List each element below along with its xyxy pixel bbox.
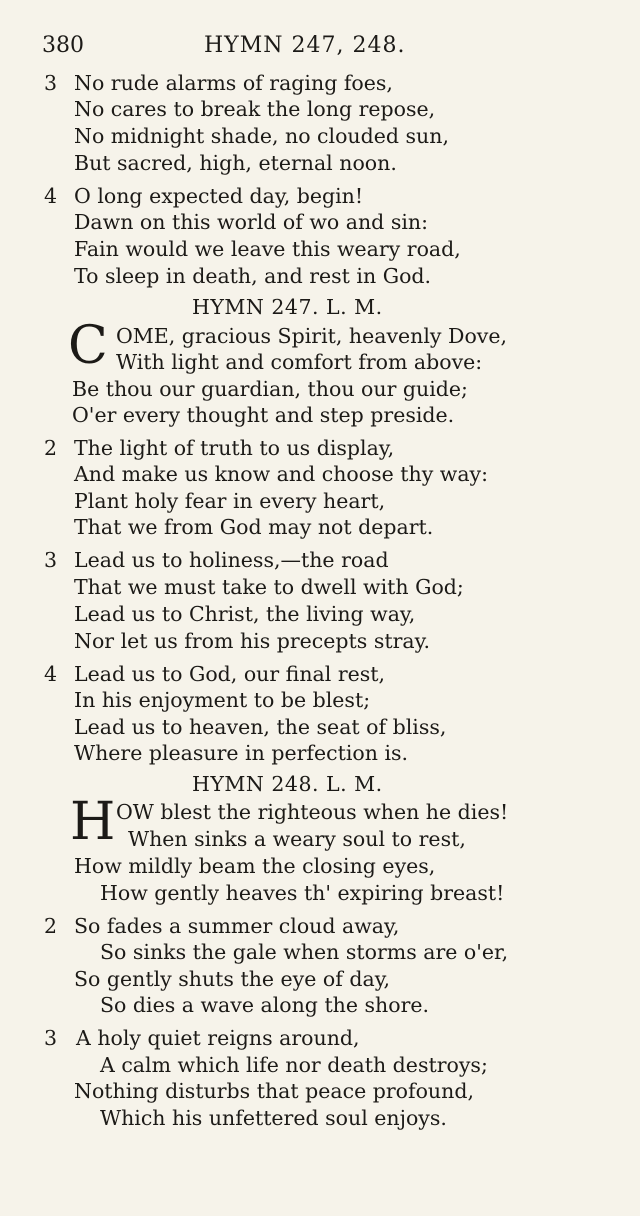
verse-number: 2 [44,914,58,938]
verse-line: So sinks the gale when storms are o'er, [100,940,509,964]
verse-line: No rude alarms of raging foes, [74,71,393,95]
verse-line: O long expected day, begin! [74,184,364,208]
verse-line: Nor let us from his precepts stray. [74,629,430,653]
verse-number: 4 [44,184,58,208]
verse-line: How gently heaves th' expiring breast! [100,881,505,905]
verse-line: O'er every thought and step preside. [72,403,455,427]
verse-line: So gently shuts the eye of day, [74,967,391,991]
verse-line: OW blest the righteous when he dies! [116,800,509,824]
verse-line: That we must take to dwell with God; [74,575,464,599]
verse-line: Dawn on this world of wo and sin: [74,210,429,234]
drop-cap: H [70,792,116,852]
page-header [42,30,602,62]
hymn-title: HYMN 247. L. M. [192,295,383,319]
page-number: 380 [42,33,84,58]
verse-line: Which his unfettered soul enjoys. [100,1106,447,1130]
verse-line: So dies a wave along the shore. [100,993,430,1017]
verse-line: That we from God may not depart. [74,515,434,539]
verse-line: A calm which life nor death destroys; [100,1053,488,1077]
verse-line: Plant holy fear in every heart, [74,489,386,513]
verse-line: When sinks a weary soul to rest, [128,827,466,851]
verse-line: Lead us to heaven, the seat of bliss, [74,715,447,739]
verse-number: 2 [44,436,58,460]
verse-line: Fain would we leave this weary road, [74,237,461,261]
verse-line: Be thou our guardian, thou our guide; [72,377,468,401]
verse-line: With light and comfort from above: [116,350,483,374]
verse-line: A holy quiet reigns around, [76,1026,360,1050]
verse-line: How mildly beam the closing eyes, [74,854,436,878]
verse-line: But sacred, high, eternal noon. [74,151,397,175]
verse-line: No midnight shade, no clouded sun, [74,124,449,148]
verse-line: Nothing disturbs that peace profound, [74,1079,474,1103]
hymn-title: HYMN 248. L. M. [192,772,383,796]
verse-line: Lead us to God, our final rest, [74,662,386,686]
verse-line: To sleep in death, and rest in God. [74,264,432,288]
verse-line: Lead us to holiness,—the road [74,548,389,572]
verse-number: 3 [44,548,58,572]
verse-line: No cares to break the long repose, [74,97,436,121]
running-title: HYMN 247, 248. [204,33,406,58]
verse-line: The light of truth to us display, [74,436,395,460]
verse-number: 3 [44,71,58,95]
drop-cap: C [68,316,108,376]
verse-line: Lead us to Christ, the living way, [74,602,416,626]
verse-line: And make us know and choose thy way: [74,462,489,486]
verse-line: OME, gracious Spirit, heavenly Dove, [116,324,508,348]
verse-line: In his enjoyment to be blest; [74,688,371,712]
verse-line: Where pleasure in perfection is. [74,741,409,765]
verse-number: 3 [44,1026,58,1050]
verse-line: So fades a summer cloud away, [74,914,400,938]
verse-number: 4 [44,662,58,686]
